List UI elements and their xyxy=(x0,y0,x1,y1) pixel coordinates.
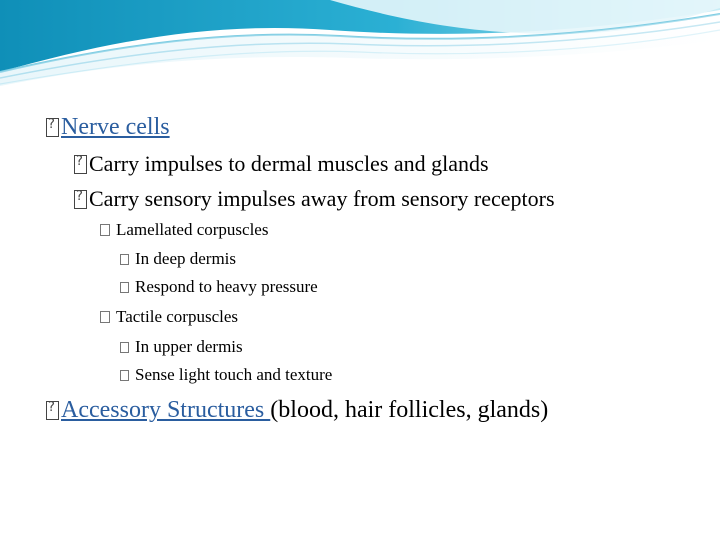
bullet-icon xyxy=(120,342,129,353)
nerve-cells-link[interactable]: Nerve cells xyxy=(61,114,170,140)
item-text: Carry impulses to dermal muscles and glands xyxy=(89,151,489,176)
bullet-icon xyxy=(46,118,59,137)
item-text: Tactile corpuscles xyxy=(116,307,239,326)
item-text: Sense light touch and texture xyxy=(135,365,333,384)
list-item xyxy=(120,277,318,297)
list-item xyxy=(100,307,238,327)
bullet-icon xyxy=(120,370,129,381)
heading-accessory xyxy=(46,397,548,424)
list-item xyxy=(100,220,268,240)
bullet-icon xyxy=(120,282,129,293)
item-text: Carry sensory impulses away from sensory receptors xyxy=(89,186,555,211)
list-item xyxy=(120,249,236,269)
item-text: Respond to heavy pressure xyxy=(135,277,318,296)
item-text: In upper dermis xyxy=(135,337,243,356)
accessory-structures-link[interactable]: Accessory Structures xyxy=(61,397,271,423)
bullet-icon xyxy=(100,224,110,236)
list-item xyxy=(120,337,243,357)
list-item xyxy=(120,365,332,385)
heading-nerve-cells xyxy=(46,114,170,141)
accessory-detail: (blood, hair follicles, glands) xyxy=(270,397,549,423)
bullet-icon xyxy=(74,155,87,174)
list-item xyxy=(74,186,555,212)
bullet-icon xyxy=(120,254,129,265)
bullet-icon xyxy=(74,190,87,209)
bullet-icon xyxy=(46,401,59,420)
item-text: Lamellated corpuscles xyxy=(116,220,269,239)
bullet-icon xyxy=(100,311,110,323)
item-text: In deep dermis xyxy=(135,249,237,268)
list-item xyxy=(74,151,489,177)
